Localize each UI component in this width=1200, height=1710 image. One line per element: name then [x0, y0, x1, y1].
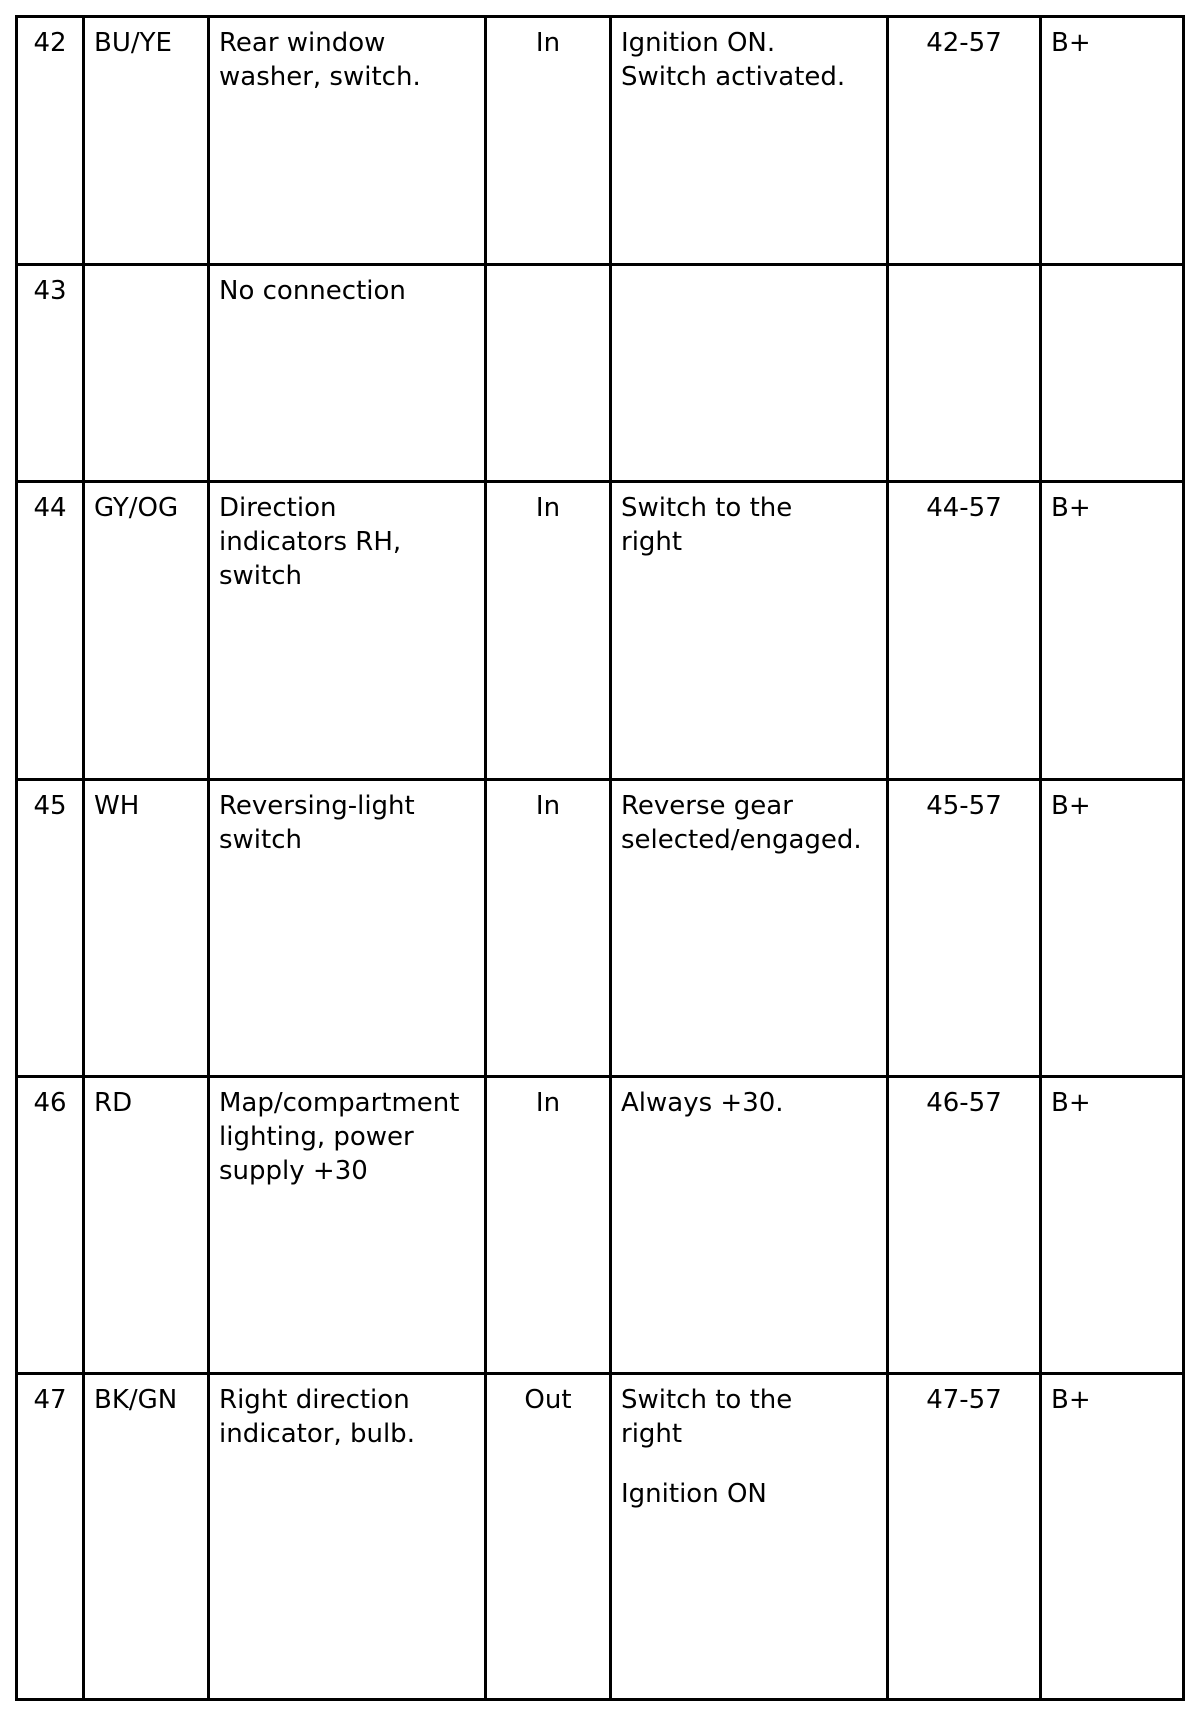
table-row: [17, 1374, 1184, 1700]
measure-between: 45-57: [888, 780, 1041, 1077]
pin-number: 44: [17, 482, 84, 780]
function-description: Map/compartment lighting, power supply +30: [209, 1077, 486, 1374]
test-condition: Switch to the right Ignition ON: [611, 1374, 888, 1700]
signal-direction: In: [486, 1077, 611, 1374]
wire-color: BU/YE: [84, 17, 209, 265]
measure-between: 44-57: [888, 482, 1041, 780]
signal-direction: Out: [486, 1374, 611, 1700]
nominal-value: [1041, 265, 1184, 482]
table-row: [17, 17, 1184, 265]
measure-between: [888, 265, 1041, 482]
pin-number: 43: [17, 265, 84, 482]
nominal-value: B+: [1041, 1077, 1184, 1374]
test-condition: Switch to the right: [611, 482, 888, 780]
wire-color: [84, 265, 209, 482]
wire-color: GY/OG: [84, 482, 209, 780]
table-row: [17, 482, 1184, 780]
table-row: [17, 265, 1184, 482]
table-row: [17, 1077, 1184, 1374]
wire-color: BK/GN: [84, 1374, 209, 1700]
measure-between: 46-57: [888, 1077, 1041, 1374]
signal-direction: In: [486, 482, 611, 780]
function-description: No connection: [209, 265, 486, 482]
function-description: Reversing-light switch: [209, 780, 486, 1077]
pin-number: 47: [17, 1374, 84, 1700]
measure-between: 42-57: [888, 17, 1041, 265]
function-description: Right direction indicator, bulb.: [209, 1374, 486, 1700]
pin-number: 45: [17, 780, 84, 1077]
signal-direction: [486, 265, 611, 482]
pin-assignment-table: [15, 15, 1185, 1701]
table-row: [17, 780, 1184, 1077]
function-description: Rear window washer, switch.: [209, 17, 486, 265]
measure-between: 47-57: [888, 1374, 1041, 1700]
wire-color: RD: [84, 1077, 209, 1374]
signal-direction: In: [486, 780, 611, 1077]
test-condition: Reverse gear selected/engaged.: [611, 780, 888, 1077]
wire-color: WH: [84, 780, 209, 1077]
nominal-value: B+: [1041, 17, 1184, 265]
test-condition: Ignition ON. Switch activated.: [611, 17, 888, 265]
function-description: Direction indicators RH, switch: [209, 482, 486, 780]
nominal-value: B+: [1041, 482, 1184, 780]
pin-number: 46: [17, 1077, 84, 1374]
nominal-value: B+: [1041, 1374, 1184, 1700]
test-condition: [611, 265, 888, 482]
test-condition: Always +30.: [611, 1077, 888, 1374]
nominal-value: B+: [1041, 780, 1184, 1077]
pin-number: 42: [17, 17, 84, 265]
signal-direction: In: [486, 17, 611, 265]
